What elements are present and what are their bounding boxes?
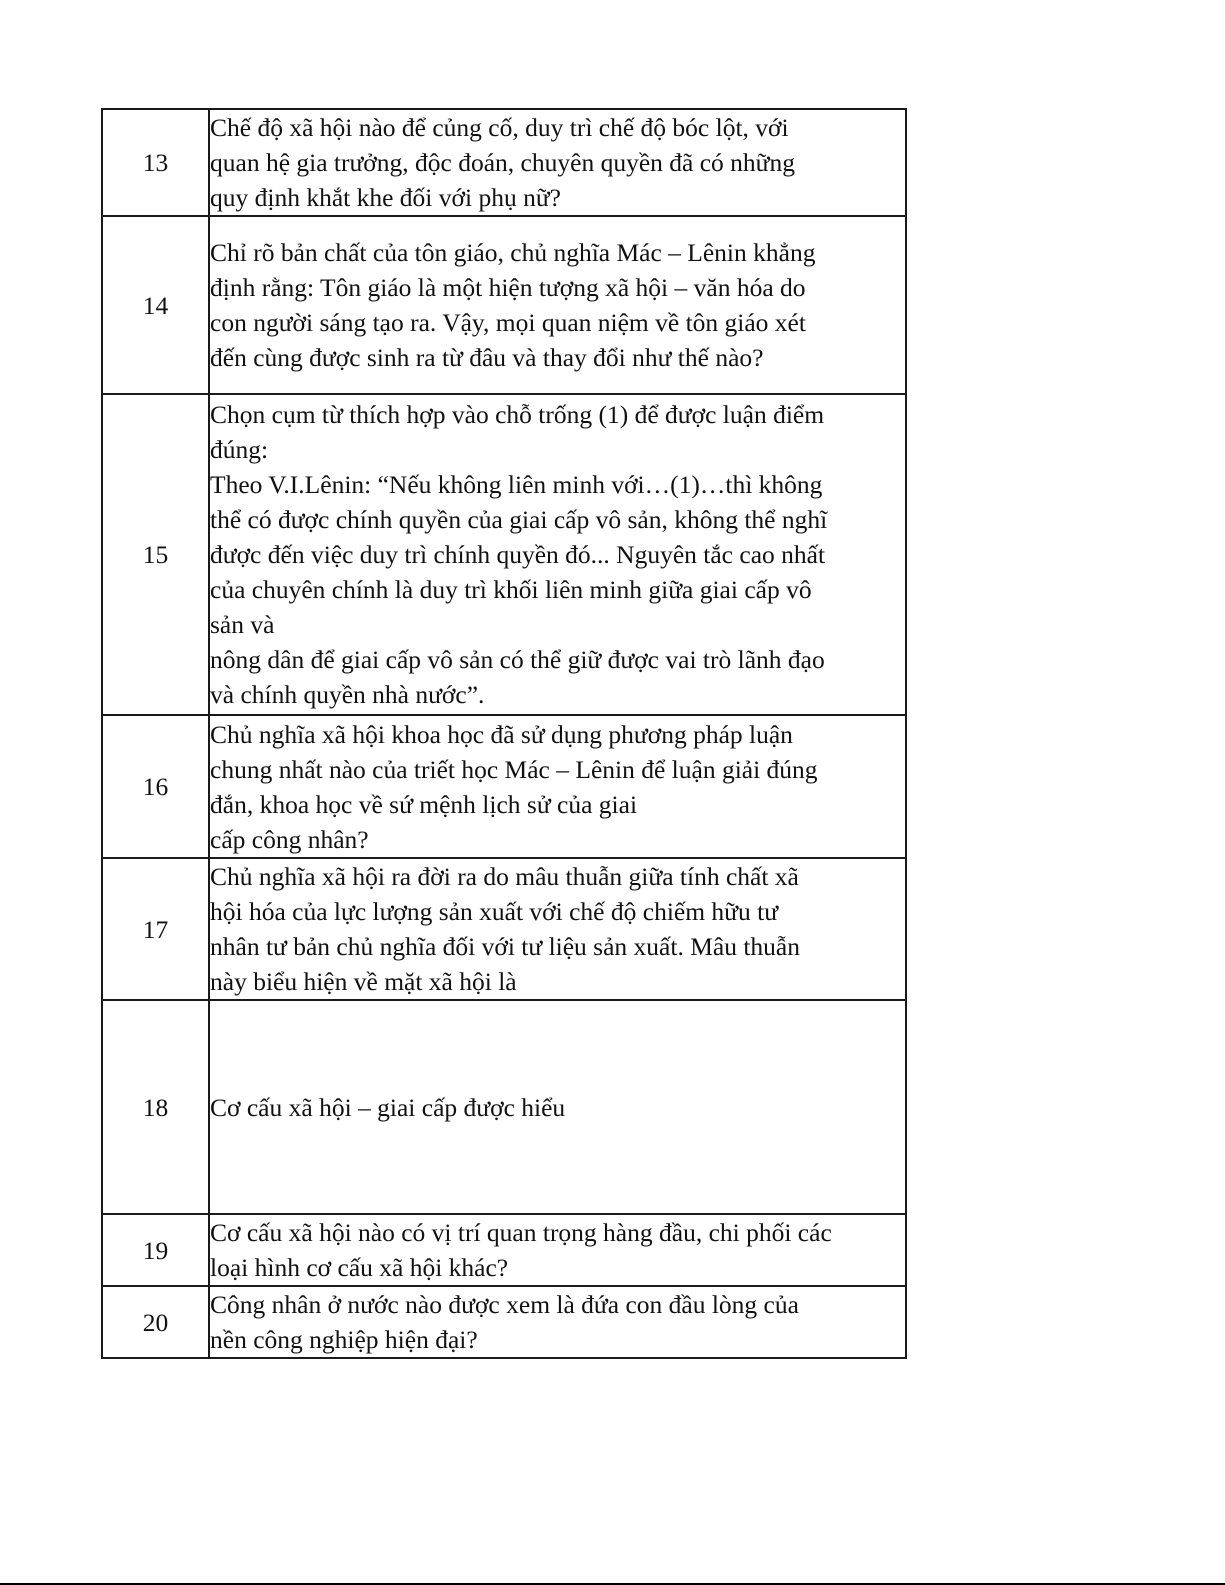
question-number: 13 [102,109,209,216]
question-row-20 [102,1286,906,1358]
question-number: 17 [102,858,209,1000]
question-text: Cơ cấu xã hội nào có vị trí quan trọng hàng đầu, chi phối các loại hình cơ cấu xã hội khác? [209,1214,906,1286]
question-row-16 [102,715,906,858]
question-text: Chỉ rõ bản chất của tôn giáo, chủ nghĩa Mác – Lênin khẳng định rằng: Tôn giáo là một hiện tượng xã hội – văn hóa do con người sáng tạo ra. Vậy, mọi quan niệm về tôn giáo xét đến cùng được sinh ra từ đâu và thay đổi như thế nào? [209,216,906,394]
question-text: Cơ cấu xã hội – giai cấp được hiểu [209,1000,906,1214]
question-number: 20 [102,1286,209,1358]
question-row-19 [102,1214,906,1286]
question-row-15 [102,394,906,715]
question-number: 15 [102,394,209,715]
question-row-17 [102,858,906,1000]
question-number: 19 [102,1214,209,1286]
question-number: 18 [102,1000,209,1214]
question-number: 16 [102,715,209,858]
question-number: 14 [102,216,209,394]
question-text: Chủ nghĩa xã hội ra đời ra do mâu thuẫn giữa tính chất xã hội hóa của lực lượng sản xuất với chế độ chiếm hữu tư nhân tư bản chủ nghĩa đối với tư liệu sản xuất. Mâu thuẫn này biểu hiện về mặt xã hội là [209,858,906,1000]
question-text: Chế độ xã hội nào để củng cố, duy trì chế độ bóc lột, với quan hệ gia trưởng, độc đoán, chuyên quyền đã có những quy định khắt khe đối với phụ nữ? [209,109,906,216]
question-text: Công nhân ở nước nào được xem là đứa con đầu lòng của nền công nghiệp hiện đại? [209,1286,906,1358]
question-text: Chọn cụm từ thích hợp vào chỗ trống (1) để được luận điểm đúng: Theo V.I.Lênin: “Nếu không liên minh với…(1)…thì không thể có được chính quyền của giai cấp vô sản, không thể nghĩ được đến việc duy trì chính quyền đó... Nguyên tắc cao nhất của chuyên chính là duy trì khối liên minh giữa giai cấp vô sản và nông dân để giai cấp vô sản có thể giữ được vai trò lãnh đạo và chính quyền nhà nước”. [209,394,906,715]
question-table [101,108,907,1359]
question-row-18 [102,1000,906,1214]
question-text: Chủ nghĩa xã hội khoa học đã sử dụng phương pháp luận chung nhất nào của triết học Mác – Lênin để luận giải đúng đắn, khoa học về sứ mệnh lịch sử của giai cấp công nhân? [209,715,906,858]
question-row-14 [102,216,906,394]
question-row-13 [102,109,906,216]
